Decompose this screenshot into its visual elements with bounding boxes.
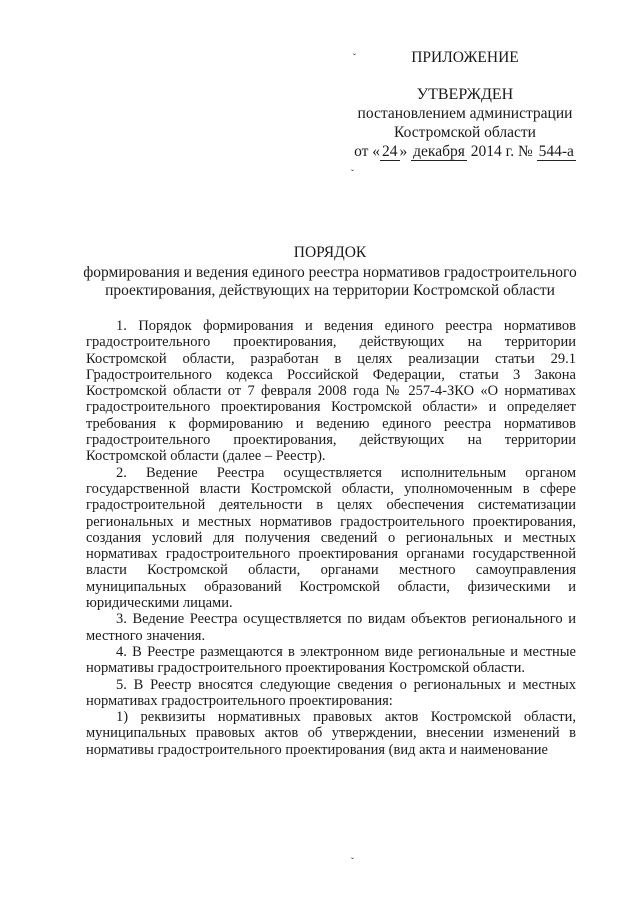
approval-line-2: Костромской области	[394, 124, 536, 141]
document-body	[86, 318, 576, 758]
paragraph-6: 1) реквизиты нормативных правовых актов Костромской области, муниципальных правовых актов об утверждении, внесении изменений в нормативы градостроительного проектирования (вид акта и наименование	[86, 709, 576, 758]
document-number: 544-а	[538, 143, 574, 160]
paragraph-3: 3. Ведение Реестра осуществляется по видам объектов регионального и местного значения.	[86, 611, 576, 644]
paragraph-5: 5. В Реестр вносятся следующие сведения о региональных и местных нормативах градостроительного проектирования:	[86, 676, 576, 709]
approved-label: УТВЕРЖДЕН	[416, 86, 514, 103]
date-day: 24	[382, 143, 398, 160]
scan-mark: ˇ	[351, 856, 354, 866]
document-title-block	[60, 244, 600, 300]
approval-line-1: постановлением администрации	[357, 105, 573, 122]
scan-mark: ˇ	[353, 52, 356, 62]
document-subtitle-line-1: формирования и ведения единого реестра нормативов градостроительного	[83, 264, 577, 281]
document-title: ПОРЯДОК	[293, 244, 367, 261]
approval-date-line	[330, 142, 600, 161]
date-prefix: от «	[354, 143, 381, 160]
paragraph-2: 2. Ведение Реестра осуществляется исполнительным органом государственной власти Костромской области, уполномоченным в сфере градостроительной деятельности в целях обеспечения систематизации региональных и местных нормативов градостроительного проектирования, создания условий для получения сведений о региональных и местных нормативах градостроительного проектирования органами государственной власти Костромской области, органами местного самоуправления муниципальных образований Костромской области, физическими и юридическими лицами.	[86, 464, 576, 612]
date-year: 2014 г. №	[470, 143, 533, 160]
paragraph-1: 1. Порядок формирования и ведения единого реестра нормативов градостроительного проектирования, действующих на территории Костромской области, разработан в целях реализации статьи 29.1 Градостроительного кодекса Российской Федерации, статьи 3 Закона Костромской области от 7 февраля 2008 года № 257-4-ЗКО «О нормативах градостроительного проектирования Костромской области» и определяет требования к формированию и ведению единого реестра нормативов градостроительного проектирования, действующих на территории Костромской области (далее – Реестр).	[86, 318, 576, 465]
date-month: декабря	[413, 143, 465, 160]
date-mid: »	[399, 143, 408, 160]
approval-block	[330, 48, 600, 161]
appendix-label: ПРИЛОЖЕНИЕ	[411, 49, 519, 66]
paragraph-4: 4. В Реестре размещаются в электронном виде региональные и местные нормативы градостроительного проектирования Костромской области.	[86, 643, 576, 677]
scan-mark: ˇ	[351, 168, 354, 178]
document-subtitle-line-2: проектирования, действующих на территории Костромской области	[105, 282, 555, 299]
